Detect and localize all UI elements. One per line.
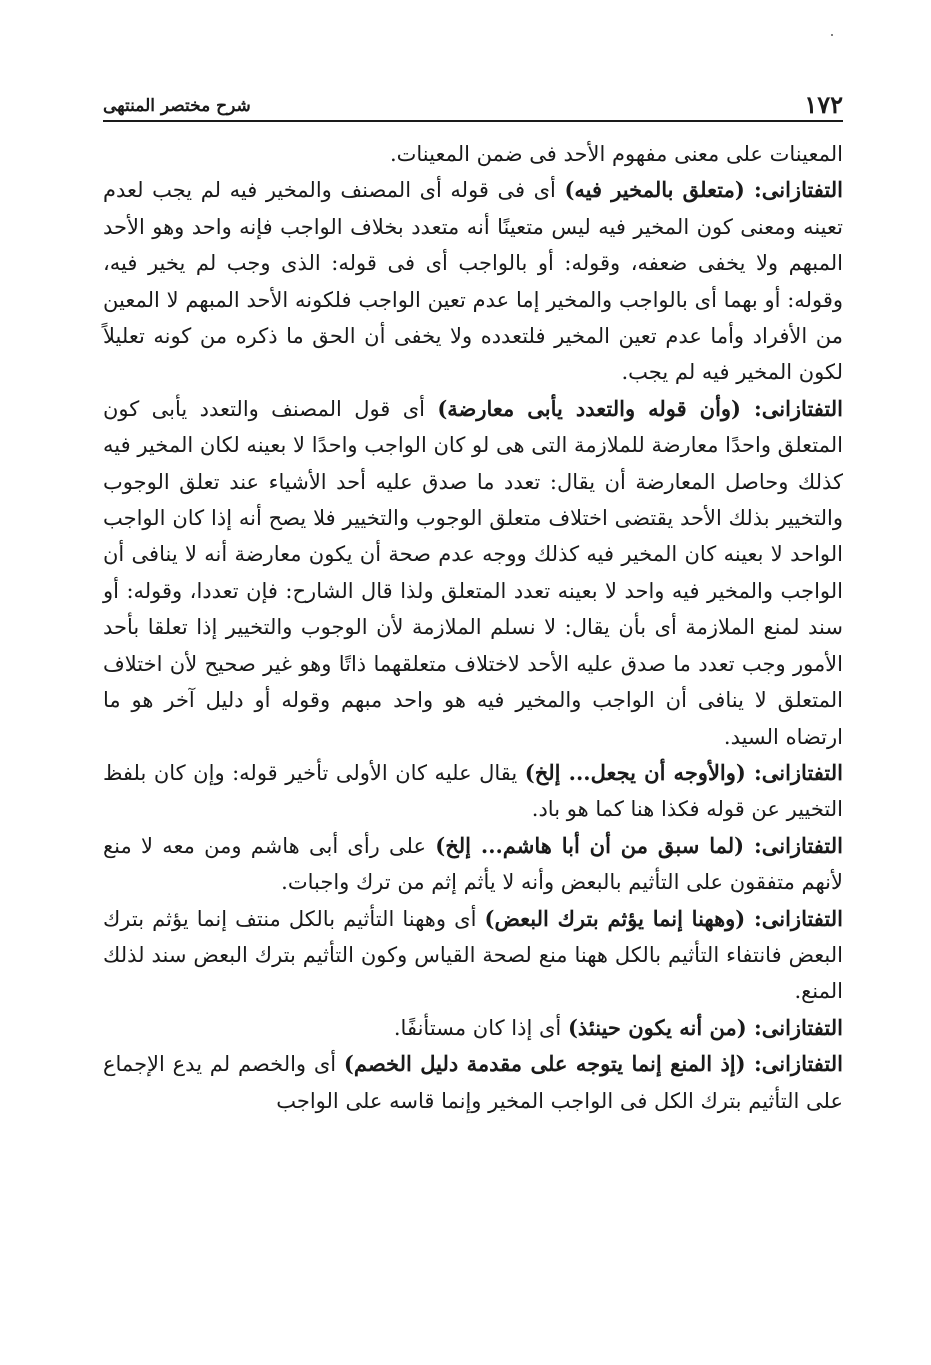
paragraph-text: المعينات على معنى مفهوم الأحد فى ضمن المعينات. — [389, 142, 843, 166]
running-header — [103, 86, 843, 122]
paragraph — [103, 136, 843, 172]
paragraph-text: أى والخصم لم يدع الإجماع على التأثيم بترك الكل فى الواجب المخير وإنما قاسه على الواجب — [103, 1052, 843, 1113]
commentator-name: التفتازانى: — [745, 759, 843, 785]
paragraph — [103, 755, 843, 828]
paragraph — [103, 1046, 843, 1119]
commentator-name: التفتازانى: — [746, 1014, 843, 1040]
paragraph-text: يقال عليه كان الأولى تأخير قوله: وإن كان بلفظ التخيير عن قوله فكذا هنا كما هو باد. — [103, 760, 843, 822]
commentator-name: التفتازانى: — [744, 832, 843, 858]
quoted-lemma: (لما سبق من أن أبا هاشم... إلخ) — [435, 832, 745, 858]
paragraph — [103, 1010, 843, 1046]
paragraph-text: أى قول المصنف والتعدد يأبى كون المتعلق واحدًا معارضة للملازمة التى هى لو كان الواجب واحدًا لا بعينه لكان المخير فيه كذلك وحاصل المعارضة أن يقال: تعدد ما صدق عليه أحد الأشياء عند تعلق الوجوب والتخيير بذلك الأحد يقتضى اختلاف متعلق الوجوب والتخيير فلا يصح أنه إذا كان الواجب الواحد لا بعينه كان المخير فيه كذلك ووجه عدم صحة أن يكون معارضة أنه لا ينافى أن الواجب والمخير فيه واحد لا بعينه تعدد المتعلق ولذا قال الشارح: فإن تعددا، وقوله: أو سند لمنع الملازمة أى بأن يقال: لا نسلم الملازمة لأن الوجوب والتخيير إذا تعلقا بأحد الأمور وجب تعدد ما صدق عليه الأحد لاختلاف متعلقهما ذاتًا وهو غير صحيح لأن اختلاف المتعلق لا ينافى أن الواجب والمخير فيه هو واحد مبهم وقوله أو دليل آخر هو ما ارتضاه السيد. — [103, 396, 843, 749]
quoted-lemma: (وههنا إنما يؤثم بترك البعض) — [484, 905, 746, 931]
quoted-lemma: (إذ المنع إنما يتوجه على مقدمة دليل الخصم) — [343, 1051, 746, 1077]
page-number: ١٧٢ — [804, 90, 843, 119]
commentator-name: التفتازانى: — [745, 1051, 843, 1077]
paragraph — [103, 391, 843, 755]
book-title: شرح مختصر المنتهى — [103, 96, 251, 116]
paragraph — [103, 172, 843, 390]
paragraph — [103, 828, 843, 901]
commentator-name: التفتازانى: — [745, 905, 843, 931]
paragraph-text: أى وههنا التأثيم بالكل منتف إنما يؤثم بترك البعض فانتفاء التأثيم بالكل ههنا منع لصحة القياس وكون التأثيم بترك البعض سند لذلك المنع. — [103, 906, 843, 1004]
quoted-lemma: (متعلق بالمخير فيه) — [564, 177, 745, 203]
paragraph-text: أى إذا كان مستأنفًا. — [393, 1015, 568, 1040]
commentator-name: التفتازانى: — [744, 177, 843, 203]
paragraph-text: على رأى أبى هاشم ومن معه لا منع لأنهم متفقون على التأثيم بالبعض وأنه لا يأثم إثم من ترك واجبات. — [103, 833, 843, 895]
scan-speck — [831, 34, 833, 36]
quoted-lemma: (والأوجه أن يجعل... إلخ) — [524, 759, 746, 785]
commentator-name: التفتازانى: — [740, 395, 843, 421]
quoted-lemma: (وأن قوله والتعدد يأبى معارضة) — [437, 395, 741, 421]
quoted-lemma: (من أنه يكون حينئذ) — [567, 1014, 747, 1040]
commentary-text — [103, 136, 843, 1119]
paragraph — [103, 901, 843, 1010]
paragraph-text: أى فى قوله أى المصنف والمخير فيه لم يجب لعدم تعينه ومعنى كون المخير فيه ليس متعينًا أنه متعدد بخلاف الواجب فإنه واحد وهو الأحد المبهم ولا يخفى ضعفه، وقوله: أو بالواجب أى فى قوله: الذى وجب لم يخير فيه، وقوله: أو بهما أى بالواجب والمخير إما عدم تعين الواجب فلكونه الأحد المبهم لا المعين من الأفراد وأما عدم تعين المخير فلتعدده ولا يخفى أن الحق ما ذكره من كونه تعليلاً لكون المخير فيه لم يجب. — [103, 178, 843, 385]
